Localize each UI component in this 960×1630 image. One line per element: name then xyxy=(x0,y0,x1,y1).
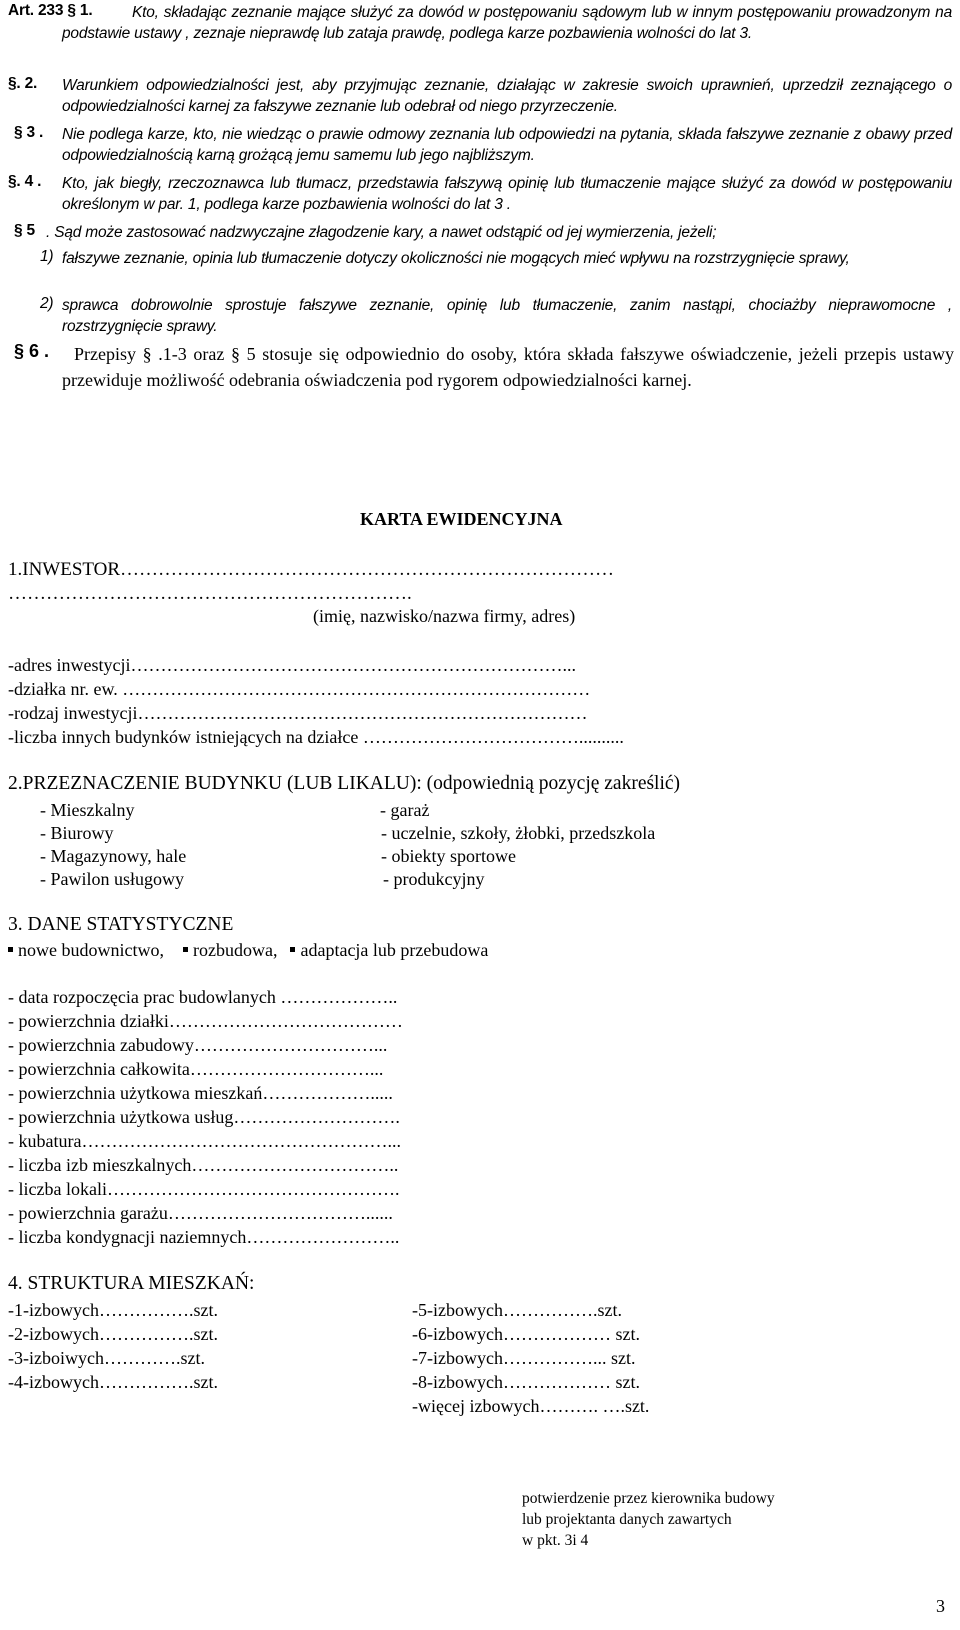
bullet-icon xyxy=(8,947,13,952)
article-233-par4-label: §. 4 . xyxy=(8,173,42,190)
section2-title: 2.PRZEZNACZENIE BUDYNKU (LUB LIKALU): (odpowiednią pozycję zakreślić) xyxy=(8,773,681,794)
option-new-construction: nowe budownictwo, xyxy=(18,940,164,960)
stat-storeys: - liczba kondygnacji naziemnych…………………….. xyxy=(8,1227,400,1247)
bullet-icon xyxy=(183,947,188,952)
stat-plot-area: - powierzchnia działki………………………………… xyxy=(8,1011,403,1031)
rooms-5: -5-izbowych…………….szt. xyxy=(412,1300,622,1320)
bullet-icon xyxy=(290,947,295,952)
section4-title: 4. STRUKTURA MIESZKAŃ: xyxy=(8,1273,255,1294)
purpose-office: - Biurowy xyxy=(40,823,114,843)
confirmation-line-2: lub projektanta danych zawartych xyxy=(522,1511,732,1528)
section3-title: 3. DANE STATYSTYCZNE xyxy=(8,914,234,935)
article-233-par6-label: § 6 . xyxy=(14,341,50,361)
purpose-production: - produkcyjny xyxy=(383,869,485,889)
stat-unit-count: - liczba lokali…………………………………………. xyxy=(8,1179,400,1199)
purpose-garage: - garaż xyxy=(380,800,430,820)
investor-label: 1.INWESTOR…………………………………………………………………… xyxy=(8,559,615,580)
investor-hint: (imię, nazwisko/nazwa firmy, adres) xyxy=(313,606,576,626)
stat-total-area: - powierzchnia całkowita…………………………... xyxy=(8,1059,384,1079)
confirmation-line-3: w pkt. 3i 4 xyxy=(522,1532,589,1549)
article-233-par2-text: Warunkiem odpowiedzialności jest, aby przyjmując zeznanie, działając w zakresie swoich uprawnień, uprzedził zeznającego o odpowiedzialności karnej za fałszywe zeznanie lub odebrał od niego przyrzeczenie. xyxy=(62,77,952,115)
rooms-2: -2-izbowych…………….szt. xyxy=(8,1324,218,1344)
purpose-schools: - uczelnie, szkoły, żłobki, przedszkola xyxy=(381,823,656,843)
article-233-par3-label: § 3 . xyxy=(14,124,44,141)
investor-line2: ………………………………………………………. xyxy=(8,583,412,604)
field-investment-type: -rodzaj inwestycji………………………………………………………………… xyxy=(8,703,588,723)
rooms-8: -8-izbowych……………… szt. xyxy=(412,1372,640,1392)
article-233-par6-text: Przepisy § .1-3 oraz § 5 stosuje się odpowiednio do osoby, która składa fałszywe oświadczenie, jeżeli przepis ustawy przewiduje możliwość odebrania oświadczenia pod rygorem odpowiedzialności karnej. xyxy=(62,344,954,390)
page-number: 3 xyxy=(936,1596,945,1616)
rooms-4: -4-izbowych…………….szt. xyxy=(8,1372,218,1392)
purpose-warehouse: - Magazynowy, hale xyxy=(40,846,187,866)
article-233-par5-item1-num: 1) xyxy=(40,248,54,265)
card-title: KARTA EWIDENCYJNA xyxy=(360,509,563,529)
stat-cubature: - kubatura……………………………………………... xyxy=(8,1131,401,1151)
confirmation-line-1: potwierdzenie przez kierownika budowy xyxy=(522,1490,775,1507)
article-233-par3-text: Nie podlega karze, kto, nie wiedząc o prawie odmowy zeznania lub odpowiedzi na pytania, składa fałszywe zeznanie z obawy przed odpowiedzialnością karną grożącą jemu samemu lub jego najbliższym. xyxy=(62,126,952,164)
stat-start-date: - data rozpoczęcia prac budowlanych ……………….. xyxy=(8,987,398,1007)
rooms-3: -3-izboiwych………….szt. xyxy=(8,1348,205,1368)
article-233-par5-text: . Sąd może zastosować nadzwyczajne złagodzenie kary, a nawet odstąpić od jej wymierzenia, jeżeli; xyxy=(46,224,717,241)
rooms-6: -6-izbowych……………… szt. xyxy=(412,1324,640,1344)
rooms-1: -1-izbowych…………….szt. xyxy=(8,1300,218,1320)
article-233-par2-label: §. 2. xyxy=(8,75,38,92)
option-extension: rozbudowa, xyxy=(192,940,278,960)
field-other-buildings: -liczba innych budynków istniejących na działce ……………………………….......... xyxy=(8,727,624,747)
stat-options xyxy=(8,940,488,961)
purpose-service-pavilion: - Pawilon usługowy xyxy=(40,869,184,889)
article-233-par5-item1-text: fałszywe zeznanie, opinia lub tłumaczenie dotyczy okoliczności nie mogących mieć wpływu na rozstrzygnięcie sprawy, xyxy=(62,250,850,267)
stat-service-usable-area: - powierzchnia użytkowa usług………………………. xyxy=(8,1107,400,1127)
field-plot-number: -działka nr. ew. …………………………………………………………………… xyxy=(8,679,591,699)
article-233-par5-item2-text: sprawca dobrowolnie sprostuje fałszywe zeznanie, opinię lub tłumaczenie, zanim nastąpi, chociażby nieprawomocne , rozstrzygnięcie sprawy. xyxy=(62,297,952,335)
article-233-par4-text: Kto, jak biegły, rzeczoznawca lub tłumacz, przedstawia fałszywą opinię lub tłumaczenie mające służyć za dowód w postępowaniu określonym w par. 1, podlega karze pozbawienia wolności do lat 3 . xyxy=(62,175,952,213)
rooms-7: -7-izbowych……………... szt. xyxy=(412,1348,636,1368)
option-adaptation: adaptacja lub przebudowa xyxy=(300,940,489,960)
article-233-par5-label: § 5 xyxy=(14,222,35,239)
article-233-par5-item2-num: 2) xyxy=(40,295,54,312)
rooms-more: -więcej izbowych………. ….szt. xyxy=(412,1396,650,1416)
field-investment-address: -adres inwestycji………………………………………………………………... xyxy=(8,655,576,675)
stat-room-count: - liczba izb mieszkalnych…………………………….. xyxy=(8,1155,399,1175)
stat-residential-usable-area: - powierzchnia użytkowa mieszkań………………..... xyxy=(8,1083,393,1103)
purpose-sports: - obiekty sportowe xyxy=(381,846,516,866)
article-233-par1-label: Art. 233 § 1. xyxy=(8,2,93,19)
stat-garage-area: - powierzchnia garażu……………………………...... xyxy=(8,1203,393,1223)
purpose-residential: - Mieszkalny xyxy=(40,800,135,820)
stat-built-area: - powierzchnia zabudowy…………………………... xyxy=(8,1035,388,1055)
article-233-par1-text: Kto, składając zeznanie mające służyć za dowód w postępowaniu sądowym lub w innym postępowaniu prowadzonym na podstawie ustawy , zeznaje nieprawdę lub zataja prawdę, podlega karze pozbawienia wolności do lat 3. xyxy=(62,4,952,42)
